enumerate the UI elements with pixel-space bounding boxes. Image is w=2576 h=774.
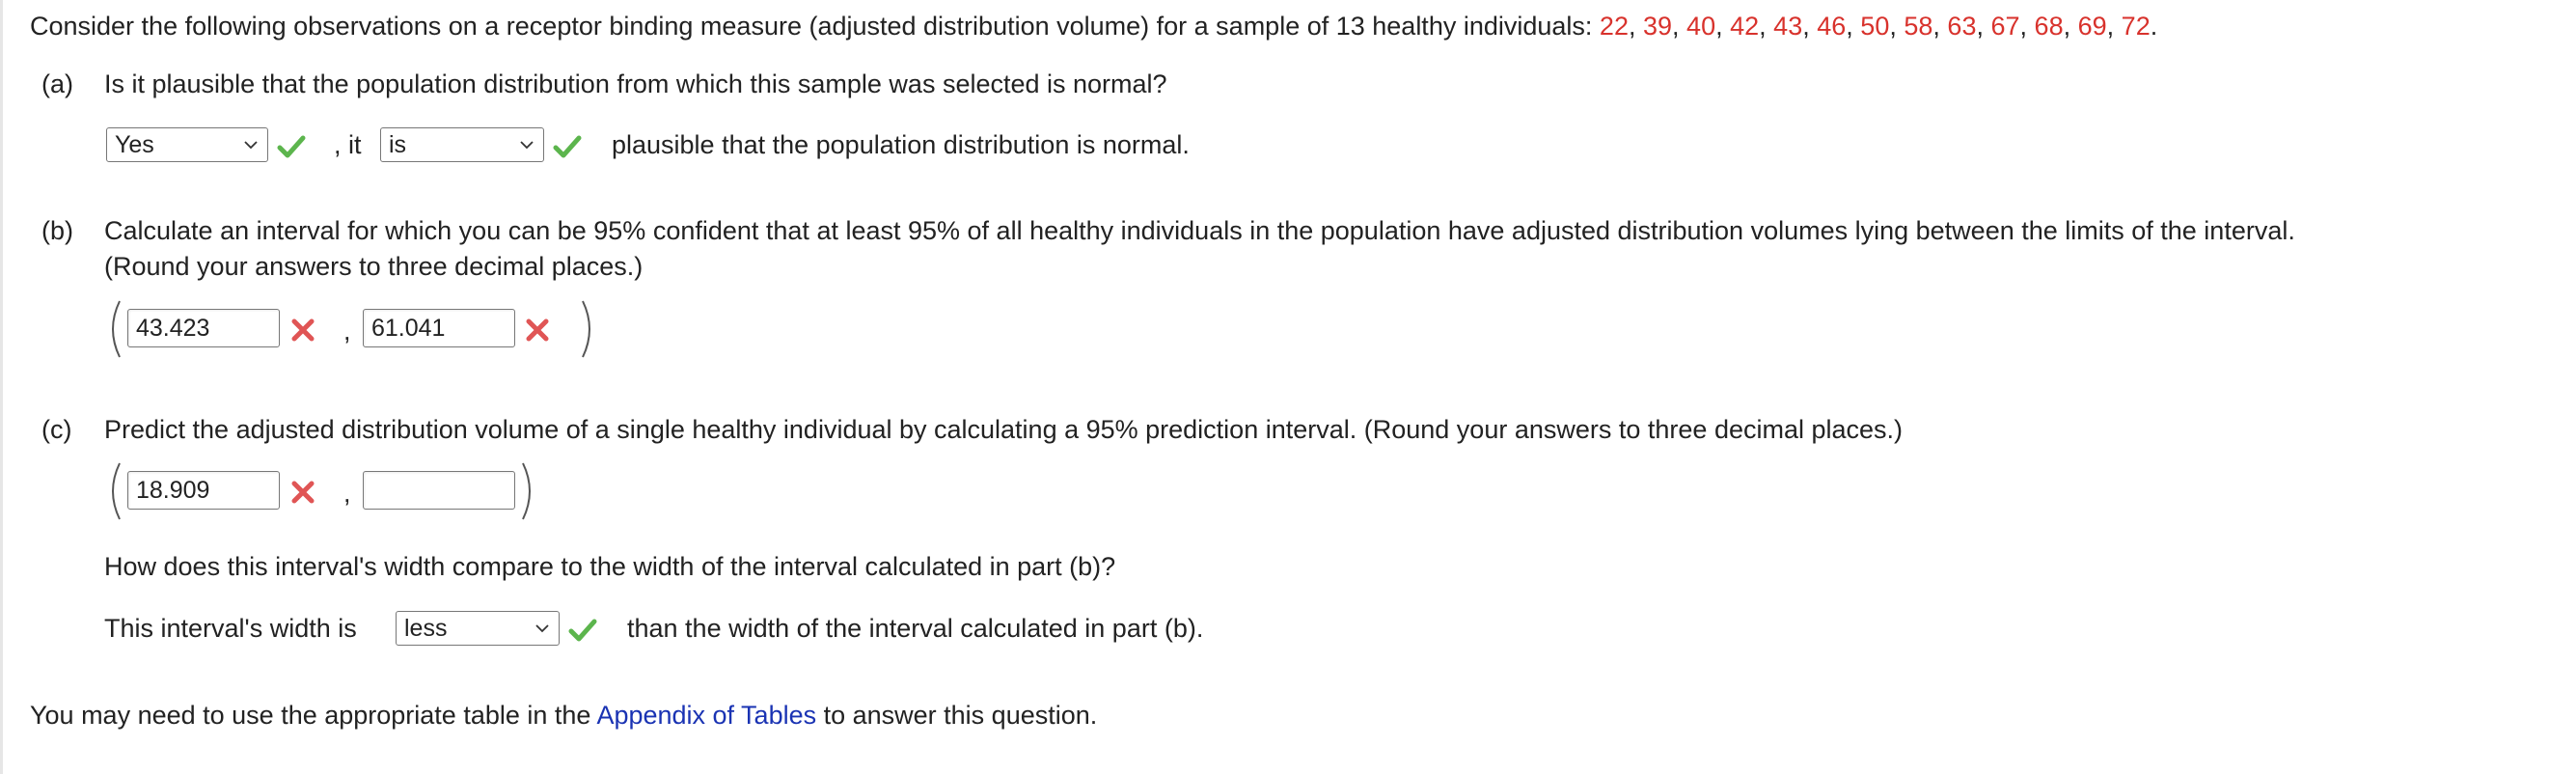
- footer-note: [30, 699, 1097, 732]
- part-c-compare-prefix: This interval's width is: [104, 614, 357, 643]
- cross-icon: [288, 477, 318, 508]
- observation-value: 68: [2034, 12, 2064, 41]
- part-a-comma-it: , it: [334, 130, 362, 159]
- check-icon: [552, 131, 583, 162]
- cross-icon: [288, 315, 318, 346]
- part-a-label: (a): [41, 69, 73, 98]
- part-b-lower-input[interactable]: 43.423: [127, 309, 280, 347]
- observation-value: 63: [1947, 12, 1977, 41]
- select-value: is: [389, 131, 407, 158]
- observation-value: 67: [1990, 12, 2020, 41]
- select-value: less: [404, 615, 448, 642]
- part-c-compare-question: How does this interval's width compare to the width of the interval calculated in part (b)?: [104, 552, 1116, 581]
- select-value: Yes: [115, 131, 154, 158]
- observation-value: 50: [1860, 12, 1890, 41]
- observation-value: 43: [1773, 12, 1803, 41]
- part-c-compare-select[interactable]: [396, 611, 560, 646]
- part-c-label: (c): [41, 415, 72, 444]
- check-icon: [276, 131, 307, 162]
- observation-value: 22: [1599, 12, 1629, 41]
- observation-value: 69: [2077, 12, 2107, 41]
- observation-value: 72: [2121, 12, 2151, 41]
- part-c-question: Predict the adjusted distribution volume of a single healthy individual by calculating a 95% prediction interval. (Round your answers to three decimal places.): [104, 415, 1904, 444]
- intro-suffix: .: [2150, 12, 2158, 41]
- observation-list: 22, 39, 40, 42, 43, 46, 50, 58, 63, 67, 68, 69, 72: [1599, 12, 2151, 41]
- left-paren-icon: [102, 299, 123, 359]
- footer-suffix: to answer this question.: [816, 701, 1098, 730]
- part-a-yes-no-select[interactable]: [106, 127, 268, 162]
- chevron-down-icon: [242, 136, 260, 153]
- part-a-tail-text: plausible that the population distribution is normal.: [612, 130, 1190, 159]
- part-c-separator: ,: [343, 479, 351, 508]
- left-border: [0, 0, 3, 774]
- problem-intro: [30, 10, 2157, 42]
- right-paren-icon: [519, 461, 540, 521]
- right-paren-icon: [579, 299, 600, 359]
- left-paren-icon: [102, 461, 123, 521]
- part-a-is-select[interactable]: [380, 127, 544, 162]
- part-b-label: (b): [41, 216, 73, 245]
- cross-icon: [522, 315, 553, 346]
- intro-text: Consider the following observations on a receptor binding measure (adjusted distribution volume) for a sample of 13 healthy individuals:: [30, 12, 1600, 41]
- observation-value: 42: [1730, 12, 1760, 41]
- observation-value: 58: [1904, 12, 1933, 41]
- observation-value: 46: [1817, 12, 1847, 41]
- observation-value: 40: [1686, 12, 1716, 41]
- chevron-down-icon: [518, 136, 535, 153]
- check-icon: [567, 615, 598, 646]
- appendix-of-tables-link[interactable]: Appendix of Tables: [596, 701, 817, 730]
- part-b-question-line1: Calculate an interval for which you can be 95% confident that at least 95% of all healthy individuals in the population have adjusted distribution volumes lying between the limits of the interval.: [104, 216, 2295, 245]
- footer-prefix: You may need to use the appropriate table in the: [30, 701, 597, 730]
- part-c-upper-input[interactable]: [363, 471, 515, 510]
- part-b-upper-input[interactable]: 61.041: [363, 309, 515, 347]
- part-a-question: Is it plausible that the population distribution from which this sample was selected is normal?: [104, 69, 1167, 98]
- observation-value: 39: [1642, 12, 1673, 41]
- part-b-separator: ,: [343, 317, 351, 346]
- part-c-lower-input[interactable]: 18.909: [127, 471, 280, 510]
- chevron-down-icon: [534, 620, 551, 637]
- part-b-question-line2: (Round your answers to three decimal places.): [104, 252, 644, 281]
- part-c-compare-suffix: than the width of the interval calculated in part (b).: [627, 614, 1204, 643]
